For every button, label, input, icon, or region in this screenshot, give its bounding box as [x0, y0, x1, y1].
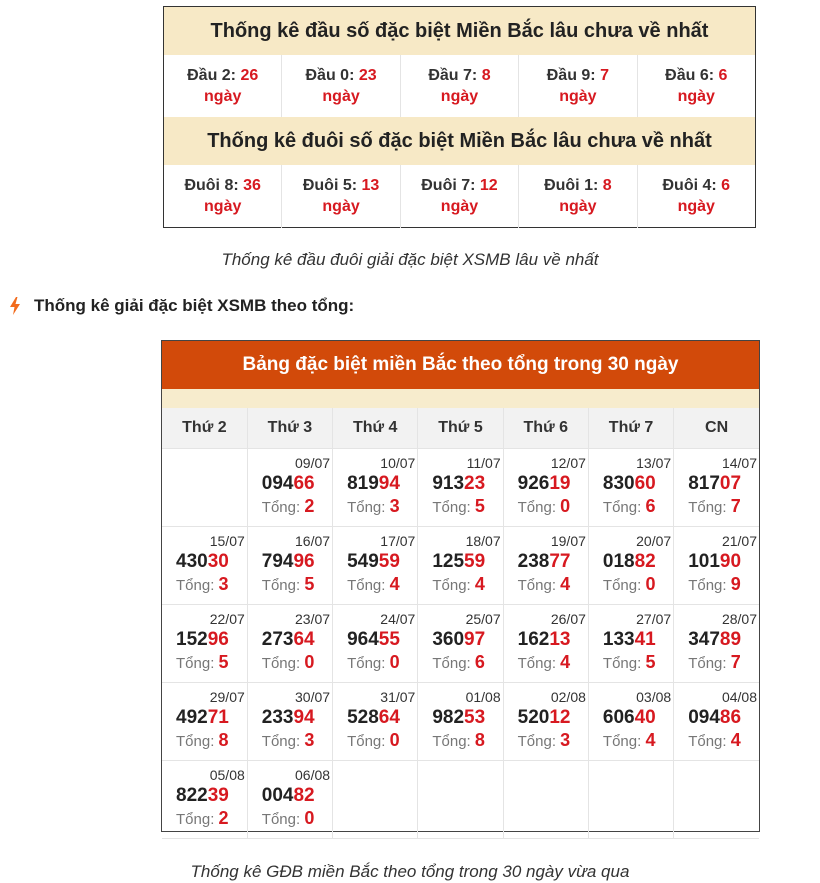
sum-label: Tổng: [261, 577, 301, 594]
sum-line [162, 652, 247, 673]
tail-stat-cell: Đuôi 4: 6 ngày [662, 177, 731, 215]
sum-value: 2 [304, 496, 315, 516]
sum-line [248, 652, 332, 673]
sum-line [418, 496, 502, 517]
number-last-two: 96 [207, 629, 229, 650]
sum-line [333, 652, 417, 673]
sum-line [333, 730, 417, 751]
sum-label: Tổng: [261, 655, 301, 672]
day-date: 19/07 [550, 533, 586, 549]
day-date: 01/08 [465, 689, 501, 705]
sum-value: 6 [645, 496, 656, 516]
special-prize-number [674, 628, 759, 652]
sum-label: Tổng: [261, 733, 301, 750]
day-date: 20/07 [636, 533, 672, 549]
sum-label: Tổng: [432, 655, 471, 672]
number-last-two: 30 [207, 551, 229, 572]
sum-label: Tổng: [347, 499, 386, 516]
sum-line [162, 808, 247, 829]
sum-value: 9 [730, 574, 741, 594]
sum-value: 4 [389, 574, 400, 594]
sum-line [418, 652, 502, 673]
sum-label: Tổng: [517, 577, 556, 594]
calendar-day-cell [503, 527, 588, 605]
calendar-day-cell [588, 527, 673, 605]
special-prize-number [162, 706, 247, 730]
section-heading-text: Thống kê giải đặc biệt XSMB theo tổng: [34, 296, 355, 315]
number-prefix: 152 [176, 629, 208, 650]
sum-value: 0 [389, 730, 400, 750]
number-prefix: 982 [432, 707, 465, 728]
sum-label: Tổng: [347, 733, 386, 750]
number-last-two: 86 [719, 707, 742, 728]
sum-label: Tổng: [688, 499, 727, 516]
sum-label: Tổng: [261, 499, 301, 516]
calendar-day-cell [674, 605, 759, 683]
special-prize-number [589, 628, 673, 652]
weekday-header: Thứ 3 [247, 408, 332, 449]
sum-label: Tổng: [176, 577, 215, 594]
day-date: 03/08 [636, 689, 672, 705]
number-prefix: 018 [602, 551, 635, 572]
sum-calendar-table [161, 340, 760, 832]
number-last-two: 19 [549, 473, 571, 494]
calendar-day-cell [674, 449, 759, 527]
day-date: 28/07 [721, 611, 757, 627]
number-last-two: 66 [293, 473, 315, 494]
head-stat-cell: Đầu 9: 7 ngày [519, 55, 637, 117]
number-last-two: 53 [464, 707, 486, 728]
calendar-day-cell [418, 605, 503, 683]
head-stats-row [164, 55, 756, 117]
number-last-two: 82 [293, 785, 315, 806]
sum-line [162, 574, 247, 595]
sum-line [333, 574, 417, 595]
number-prefix: 926 [517, 473, 550, 494]
sum-value: 6 [474, 652, 485, 672]
calendar-empty-cell [588, 761, 673, 839]
sum-label: Tổng: [688, 655, 727, 672]
number-last-two: 12 [549, 707, 571, 728]
sum-label: Tổng: [432, 499, 471, 516]
sum-label: Tổng: [517, 499, 556, 516]
special-prize-number [589, 550, 673, 574]
number-prefix: 830 [602, 473, 635, 494]
sum-line [418, 730, 502, 751]
sum-value: 0 [560, 496, 571, 516]
special-prize-number [504, 550, 588, 574]
sum-value: 3 [218, 574, 229, 594]
number-prefix: 528 [347, 707, 379, 728]
sum-line [418, 574, 502, 595]
section-heading [8, 296, 354, 316]
head-stat-cell: Đầu 6: 6 ngày [665, 67, 728, 105]
number-prefix: 347 [688, 629, 720, 650]
head-stats-title: Thống kê đầu số đặc biệt Miền Bắc lâu chưa về nhất [164, 7, 756, 56]
day-date: 31/07 [380, 689, 416, 705]
sum-line [162, 730, 247, 751]
sum-line [504, 496, 588, 517]
number-last-two: 96 [293, 551, 315, 572]
sum-line [589, 496, 673, 517]
weekday-header: Thứ 2 [162, 408, 247, 449]
sum-label: Tổng: [176, 655, 215, 672]
sum-label: Tổng: [602, 655, 642, 672]
calendar-week-row [162, 605, 759, 683]
special-prize-number [589, 472, 673, 496]
sum-value: 4 [730, 730, 741, 750]
weekday-header: Thứ 6 [503, 408, 588, 449]
sum-line [589, 574, 673, 595]
special-prize-number [162, 784, 247, 808]
number-last-two: 40 [634, 707, 656, 728]
sum-label: Tổng: [688, 733, 727, 750]
weekday-header: Thứ 4 [333, 408, 418, 449]
calendar-week-row [162, 527, 759, 605]
sum-line [589, 652, 673, 673]
number-last-two: 71 [207, 707, 229, 728]
calendar-day-cell [162, 761, 247, 839]
special-prize-number [248, 628, 332, 652]
special-prize-number [418, 550, 502, 574]
special-prize-number [333, 472, 417, 496]
calendar-empty-cell [418, 761, 503, 839]
number-last-two: 97 [464, 629, 486, 650]
sum-value: 3 [560, 730, 571, 750]
number-last-two: 90 [719, 551, 742, 572]
number-prefix: 430 [176, 551, 208, 572]
calendar-day-cell [588, 449, 673, 527]
calendar-day-cell [162, 527, 247, 605]
head-stat-cell: Đầu 2: 26 ngày [164, 55, 282, 117]
number-last-two: 13 [549, 629, 571, 650]
sum-label: Tổng: [688, 577, 727, 594]
special-prize-number [674, 706, 759, 730]
number-prefix: 233 [261, 707, 294, 728]
calendar-title: Bảng đặc biệt miền Bắc theo tổng trong 30 ngày [162, 341, 759, 389]
calendar-day-cell [162, 605, 247, 683]
sum-label: Tổng: [517, 733, 556, 750]
tail-stat-cell: Đuôi 8: 36 ngày [164, 165, 282, 228]
special-prize-number [333, 550, 417, 574]
number-prefix: 360 [432, 629, 465, 650]
sum-line [333, 496, 417, 517]
special-prize-number [589, 706, 673, 730]
sum-label: Tổng: [602, 577, 642, 594]
sum-line [674, 652, 759, 673]
sum-value: 3 [389, 496, 400, 516]
sum-value: 8 [474, 730, 485, 750]
sum-label: Tổng: [517, 655, 556, 672]
sum-line [248, 574, 332, 595]
calendar-day-cell [503, 449, 588, 527]
caption-calendar: Thống kê GĐB miền Bắc theo tổng trong 30 ngày vừa qua [190, 862, 630, 881]
special-prize-number [333, 706, 417, 730]
number-prefix: 125 [432, 551, 465, 572]
sum-label: Tổng: [432, 577, 471, 594]
special-prize-number [418, 706, 502, 730]
day-date: 05/08 [209, 767, 245, 783]
calendar-week-row [162, 683, 759, 761]
calendar-day-cell [503, 683, 588, 761]
calendar-day-cell [247, 449, 332, 527]
day-date: 02/08 [550, 689, 586, 705]
sum-line [504, 574, 588, 595]
number-prefix: 273 [261, 629, 294, 650]
sum-line [589, 730, 673, 751]
number-prefix: 913 [432, 473, 465, 494]
sum-label: Tổng: [176, 733, 215, 750]
calendar-day-cell [674, 527, 759, 605]
weekday-header: Thứ 5 [418, 408, 503, 449]
day-date: 14/07 [721, 455, 757, 471]
day-date: 27/07 [636, 611, 672, 627]
calendar-day-cell [247, 605, 332, 683]
calendar-day-cell [333, 605, 418, 683]
number-prefix: 822 [176, 785, 208, 806]
sum-label: Tổng: [602, 499, 642, 516]
calendar-empty-cell [674, 761, 759, 839]
number-prefix: 964 [347, 629, 379, 650]
sum-line [248, 808, 332, 829]
calendar-empty-cell [333, 761, 418, 839]
calendar-grid [162, 408, 759, 839]
number-prefix: 238 [517, 551, 550, 572]
special-prize-number [504, 706, 588, 730]
sum-line [248, 730, 332, 751]
calendar-day-cell [588, 605, 673, 683]
sum-value: 5 [474, 496, 485, 516]
sum-value: 5 [645, 652, 656, 672]
special-prize-number [504, 628, 588, 652]
special-prize-number [504, 472, 588, 496]
sum-value: 8 [218, 730, 229, 750]
weekday-header-row [162, 408, 759, 449]
sum-value: 2 [218, 808, 229, 828]
sum-value: 0 [304, 808, 315, 828]
day-date: 15/07 [209, 533, 245, 549]
sum-line [504, 652, 588, 673]
number-prefix: 520 [517, 707, 550, 728]
calendar-empty-cell [162, 449, 247, 527]
day-date: 26/07 [550, 611, 586, 627]
number-prefix: 101 [688, 551, 720, 572]
number-prefix: 492 [176, 707, 208, 728]
calendar-week-row [162, 761, 759, 839]
lightning-bolt-icon [8, 297, 22, 315]
day-date: 12/07 [550, 455, 586, 471]
calendar-day-cell [333, 449, 418, 527]
calendar-day-cell [247, 683, 332, 761]
calendar-day-cell [418, 527, 503, 605]
sum-line [248, 496, 332, 517]
sum-value: 0 [645, 574, 656, 594]
sum-value: 4 [560, 652, 571, 672]
caption-head-tail: Thống kê đầu đuôi giải đặc biệt XSMB lâu về nhất [221, 250, 599, 269]
sum-line [674, 730, 759, 751]
special-prize-number [248, 706, 332, 730]
day-date: 24/07 [380, 611, 416, 627]
number-last-two: 82 [634, 551, 656, 572]
day-date: 11/07 [466, 455, 501, 471]
sum-value: 3 [304, 730, 315, 750]
day-date: 21/07 [721, 533, 757, 549]
tail-stats-row [164, 165, 756, 228]
sum-value: 5 [304, 574, 315, 594]
head-stat-cell: Đầu 0: 23 ngày [282, 55, 400, 117]
sum-line [504, 730, 588, 751]
sum-value: 7 [730, 496, 741, 516]
sum-value: 0 [389, 652, 400, 672]
calendar-empty-cell [503, 761, 588, 839]
sum-label: Tổng: [347, 655, 386, 672]
calendar-day-cell [503, 605, 588, 683]
number-last-two: 60 [634, 473, 656, 494]
sum-value: 5 [218, 652, 229, 672]
special-prize-number [418, 628, 502, 652]
number-last-two: 55 [378, 629, 400, 650]
number-last-two: 23 [464, 473, 486, 494]
special-prize-number [674, 550, 759, 574]
weekday-header: CN [674, 408, 759, 449]
sum-line [674, 496, 759, 517]
sum-value: 4 [560, 574, 571, 594]
special-prize-number [674, 472, 759, 496]
calendar-day-cell [247, 761, 332, 839]
sum-value: 7 [730, 652, 741, 672]
number-last-two: 89 [719, 629, 742, 650]
sum-label: Tổng: [347, 577, 386, 594]
number-last-two: 07 [719, 473, 742, 494]
weekday-header: Thứ 7 [588, 408, 673, 449]
special-prize-number [418, 472, 502, 496]
calendar-day-cell [418, 449, 503, 527]
number-prefix: 549 [347, 551, 379, 572]
number-prefix: 094 [261, 473, 294, 494]
number-last-two: 39 [207, 785, 229, 806]
calendar-title-gap [162, 389, 759, 408]
number-last-two: 59 [378, 551, 400, 572]
longest-absence-table [163, 6, 756, 228]
day-date: 29/07 [209, 689, 245, 705]
calendar-day-cell [333, 527, 418, 605]
number-prefix: 819 [347, 473, 379, 494]
tail-stats-title: Thống kê đuôi số đặc biệt Miền Bắc lâu chưa về nhất [164, 117, 756, 165]
tail-stat-cell: Đuôi 1: 8 ngày [519, 165, 637, 228]
number-last-two: 64 [293, 629, 315, 650]
sum-value: 4 [645, 730, 656, 750]
tail-stat-cell: Đuôi 7: 12 ngày [400, 165, 518, 228]
sum-label: Tổng: [432, 733, 471, 750]
head-stat-cell: Đầu 7: 8 ngày [400, 55, 518, 117]
special-prize-number [162, 550, 247, 574]
number-last-two: 94 [293, 707, 315, 728]
calendar-day-cell [588, 683, 673, 761]
number-prefix: 817 [688, 473, 720, 494]
day-date: 04/08 [721, 689, 757, 705]
day-date: 18/07 [465, 533, 501, 549]
calendar-day-cell [418, 683, 503, 761]
calendar-week-row [162, 449, 759, 527]
calendar-day-cell [162, 683, 247, 761]
day-date: 09/07 [295, 455, 331, 471]
number-prefix: 133 [602, 629, 635, 650]
number-last-two: 64 [378, 707, 400, 728]
day-date: 30/07 [295, 689, 331, 705]
sum-value: 0 [304, 652, 315, 672]
special-prize-number [248, 472, 332, 496]
sum-label: Tổng: [261, 811, 301, 828]
special-prize-number [248, 550, 332, 574]
number-prefix: 094 [688, 707, 720, 728]
number-prefix: 794 [261, 551, 294, 572]
day-date: 16/07 [295, 533, 331, 549]
sum-value: 4 [474, 574, 485, 594]
day-date: 22/07 [209, 611, 245, 627]
special-prize-number [333, 628, 417, 652]
calendar-day-cell [674, 683, 759, 761]
number-prefix: 162 [517, 629, 550, 650]
day-date: 23/07 [295, 611, 331, 627]
special-prize-number [162, 628, 247, 652]
day-date: 25/07 [465, 611, 501, 627]
sum-label: Tổng: [176, 811, 215, 828]
number-last-two: 77 [549, 551, 571, 572]
calendar-day-cell [247, 527, 332, 605]
number-last-two: 59 [464, 551, 486, 572]
sum-label: Tổng: [602, 733, 642, 750]
number-last-two: 94 [378, 473, 400, 494]
number-prefix: 004 [261, 785, 294, 806]
number-last-two: 41 [634, 629, 656, 650]
sum-line [674, 574, 759, 595]
day-date: 06/08 [295, 767, 331, 783]
tail-stat-cell: Đuôi 5: 13 ngày [282, 165, 400, 228]
calendar-day-cell [333, 683, 418, 761]
day-date: 10/07 [380, 455, 416, 471]
day-date: 17/07 [380, 533, 416, 549]
special-prize-number [248, 784, 332, 808]
number-prefix: 606 [602, 707, 635, 728]
day-date: 13/07 [636, 455, 672, 471]
